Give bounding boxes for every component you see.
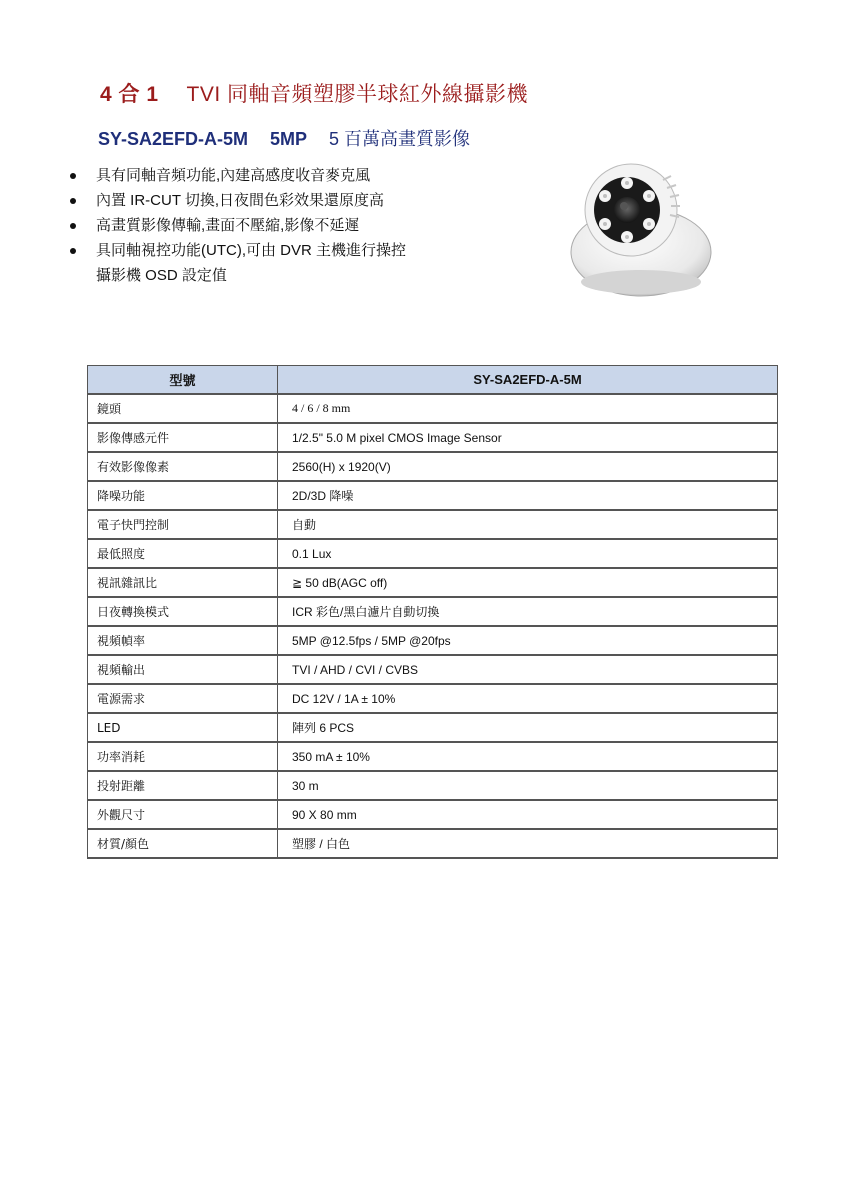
spec-value: 5MP @12.5fps / 5MP @20fps [278,626,778,655]
feature-item: 內置 IR-CUT 切換,日夜間色彩效果還原度高 [70,188,490,213]
spec-header-key: 型號 [88,366,278,395]
table-row [88,626,778,655]
spec-key: 日夜轉換模式 [88,597,278,626]
spec-key: 視頻輸出 [88,655,278,684]
feature-list [70,163,490,288]
dome-camera-icon [563,152,713,302]
spec-value: TVI / AHD / CVI / CVBS [278,655,778,684]
table-row [88,452,778,481]
subtitle-model: SY-SA2EFD-A-5M [98,129,249,149]
spec-value: 2560(H) x 1920(V) [278,452,778,481]
page-title [100,78,528,108]
spec-key: 功率消耗 [88,742,278,771]
spec-key: 投射距離 [88,771,278,800]
table-row [88,481,778,510]
table-row [88,655,778,684]
table-row [88,597,778,626]
table-row [88,771,778,800]
spec-value: 350 mA ± 10% [278,742,778,771]
spec-key: 外觀尺寸 [88,800,278,829]
spec-key: 鏡頭 [88,394,278,423]
table-row [88,394,778,423]
spec-value: 1/2.5" 5.0 M pixel CMOS Image Sensor [278,423,778,452]
spec-key: 影像傳感元件 [88,423,278,452]
feature-item: 具有同軸音頻功能,內建高感度收音麥克風 [70,163,490,188]
table-row [88,829,778,858]
spec-header-value: SY-SA2EFD-A-5M [278,366,778,395]
table-row [88,713,778,742]
feature-item: 高畫質影像傳輸,畫面不壓縮,影像不延遲 [70,213,490,238]
spec-value: 陣列 6 PCS [278,713,778,742]
subtitle-mp: 5MP [270,129,308,149]
spec-value: 2D/3D 降噪 [278,481,778,510]
spec-key: 降噪功能 [88,481,278,510]
spec-key: 材質/顏色 [88,829,278,858]
spec-key: LED [88,713,278,742]
table-row [88,539,778,568]
table-row [88,510,778,539]
spec-header-row [88,366,778,395]
spec-value: ICR 彩色/黑白濾片自動切換 [278,597,778,626]
table-row [88,423,778,452]
spec-key: 最低照度 [88,539,278,568]
spec-key: 電源需求 [88,684,278,713]
spec-key: 視頻幀率 [88,626,278,655]
spec-value: DC 12V / 1A ± 10% [278,684,778,713]
spec-key: 視訊雜訊比 [88,568,278,597]
subtitle-desc: 5 百萬高畫質影像 [329,129,471,149]
title-main: TVI 同軸音頻塑膠半球紅外線攝影機 [186,83,529,106]
spec-value: 4 / 6 / 8 mm [278,394,778,423]
title-prefix: 4 合 1 [100,83,159,106]
feature-item: 具同軸視控功能(UTC),可由 DVR 主機進行操控 [70,238,490,263]
spec-value: ≧ 50 dB(AGC off) [278,568,778,597]
spec-value: 自動 [278,510,778,539]
table-row [88,568,778,597]
table-row [88,742,778,771]
table-row [88,684,778,713]
spec-key: 電子快門控制 [88,510,278,539]
spec-key: 有效影像像素 [88,452,278,481]
page-subtitle [98,125,470,151]
spec-value: 0.1 Lux [278,539,778,568]
spec-value: 塑膠 / 白色 [278,829,778,858]
spec-value: 90 X 80 mm [278,800,778,829]
spec-value: 30 m [278,771,778,800]
table-row [88,800,778,829]
spec-table [87,365,778,859]
feature-item-continued: 攝影機 OSD 設定值 [96,267,227,284]
